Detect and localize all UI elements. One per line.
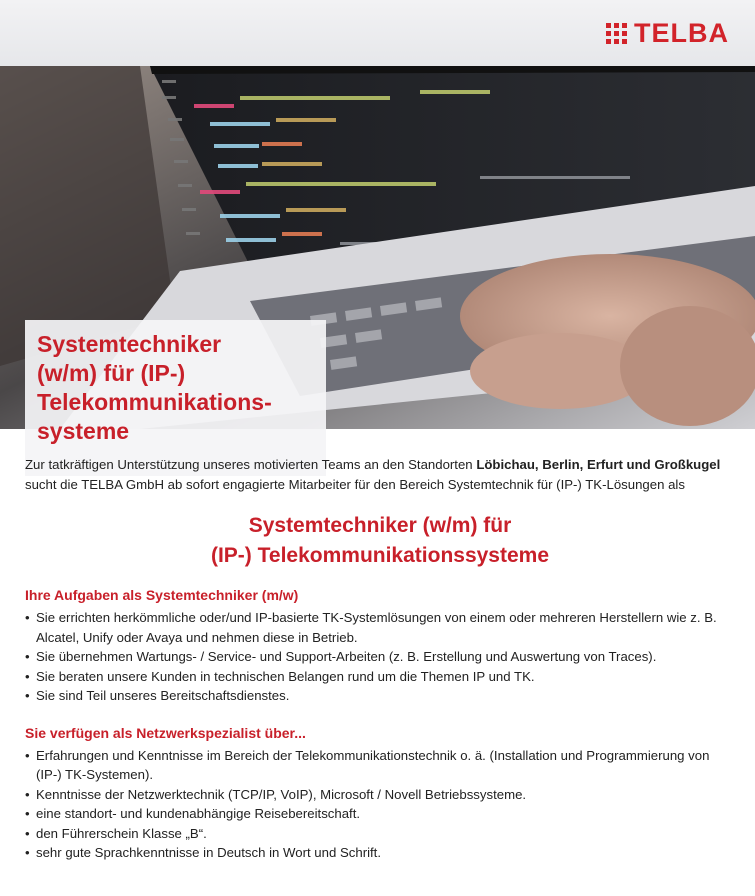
list-item: • Sie beraten unsere Kunden in technischen Belangen rund um die Themen IP und TK.	[25, 667, 735, 687]
list-item: • Erfahrungen und Kenntnisse im Bereich der Telekommunikationstechnik o. ä. (Installation und Programmierung von (IP-) TK-Systemen).	[25, 746, 735, 785]
header-bar	[0, 0, 755, 66]
requirements-list	[25, 746, 735, 863]
list-item: • Sie übernehmen Wartungs- / Service- und Support-Arbeiten (z. B. Erstellung und Auswertung von Traces).	[25, 647, 735, 667]
job-title-line: (IP-) Telekommunikationssysteme	[210, 544, 550, 567]
hero-title-box	[25, 320, 326, 476]
job-title-line: Systemtechniker (w/m) für	[248, 514, 512, 537]
list-item: • eine standort- und kundenabhängige Reisebereitschaft.	[25, 804, 735, 824]
list-item: • sehr gute Sprachkenntnisse in Deutsch in Wort und Schrift.	[25, 843, 735, 863]
requirements-heading: Sie verfügen als Netzwerkspezialist über...	[25, 724, 306, 741]
intro-locations: Löbichau, Berlin, Erfurt und Großkugel	[476, 457, 721, 472]
hero-title-line: Telekommunikations-	[37, 389, 272, 415]
intro-text: Zur tatkräftigen Unterstützung unseres motivierten Teams an den Standorten	[25, 457, 477, 472]
hero-title-line: Systemtechniker	[37, 331, 222, 357]
tasks-heading: Ihre Aufgaben als Systemtechniker (m/w)	[25, 587, 299, 603]
job-posting-content	[25, 455, 735, 863]
hero-title-line: systeme	[37, 418, 130, 444]
telba-logo[interactable]	[606, 20, 729, 46]
telba-logo-icon	[606, 22, 628, 44]
list-item: • den Führerschein Klasse „B“.	[25, 824, 735, 844]
intro-paragraph	[25, 455, 735, 494]
job-title	[25, 511, 735, 571]
list-item: • Kenntnisse der Netzwerktechnik (TCP/IP, VoIP), Microsoft / Novell Betriebssysteme.	[25, 785, 735, 805]
list-item: • Sie errichten herkömmliche oder/und IP-basierte TK-Systemlösungen von einem oder mehreren Herstellern wie z. B. Alcatel, Unify oder Avaya und nehmen diese in Betrieb.	[25, 608, 735, 647]
hero-title-line: (w/m) für (IP-)	[37, 360, 186, 386]
hero-banner	[0, 66, 755, 444]
intro-text-end: sucht die TELBA GmbH ab sofort engagierte Mitarbeiter für den Bereich Systemtechnik für (IP-) TK-Lösungen als	[25, 476, 685, 492]
list-item: • Sie sind Teil unseres Bereitschaftsdienstes.	[25, 686, 735, 706]
tasks-list	[25, 608, 735, 706]
logo-text: TELBA	[634, 18, 729, 48]
